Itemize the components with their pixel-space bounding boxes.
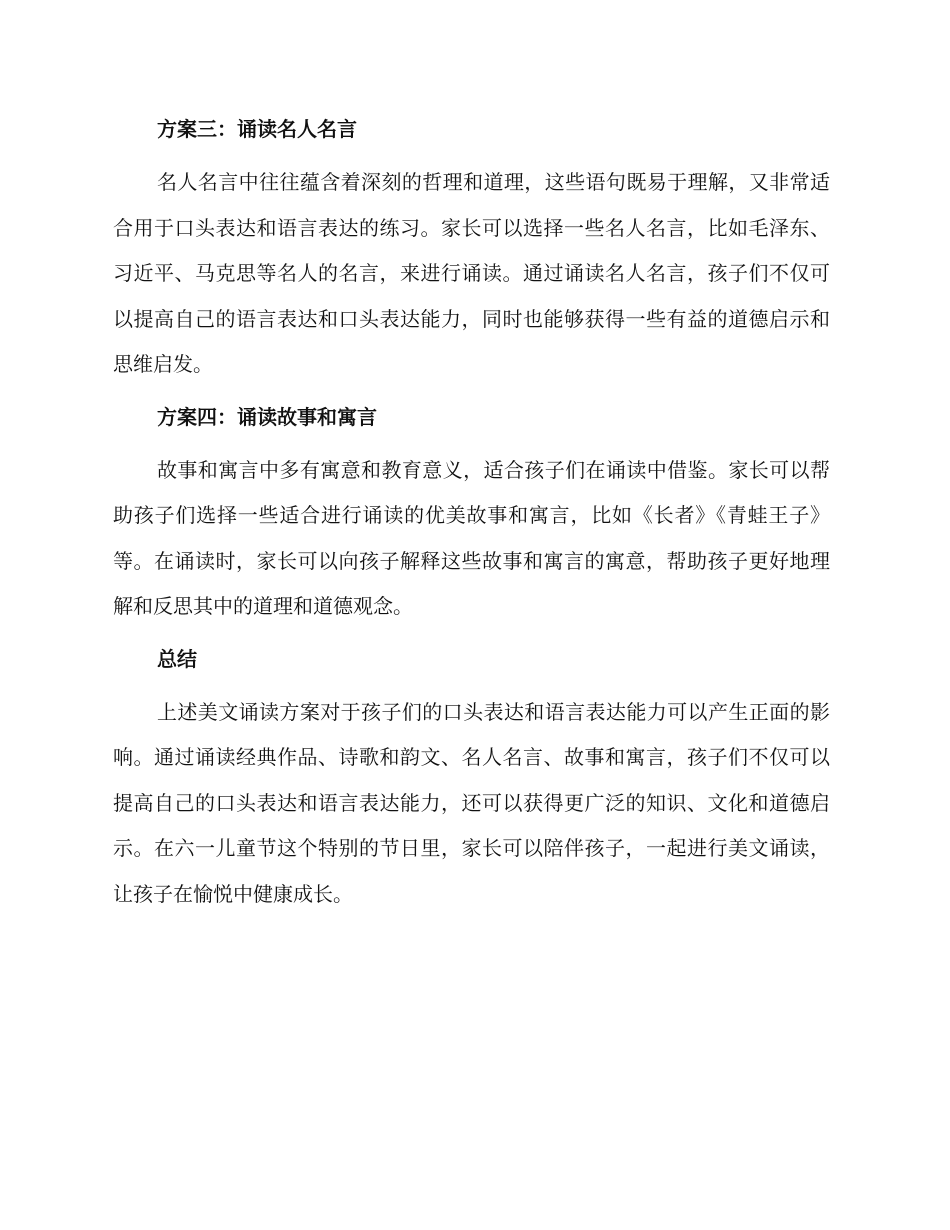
- section-plan-four: [113, 399, 830, 641]
- section-paragraph: 故事和寓言中多有寓意和教育意义，适合孩子们在诵读中借鉴。家长可以帮助孩子们选择一些适合进行诵读的优美故事和寓言，比如《长者》《青蛙王子》等。在诵读时，家长可以向孩子解释这些故事和寓言的寓意，帮助孩子更好地理解和反思其中的道理和道德观念。: [113, 457, 830, 618]
- section-heading: 方案四：诵读故事和寓言: [157, 404, 377, 429]
- section-summary: [113, 641, 830, 918]
- section-plan-three: [113, 111, 830, 399]
- section-heading: 总结: [157, 646, 197, 671]
- section-paragraph: 名人名言中往往蕴含着深刻的哲理和道理，这些语句既易于理解，又非常适合用于口头表达和语言表达的练习。家长可以选择一些名人名言，比如毛泽东、习近平、马克思等名人的名言，来进行诵读。通过诵读名人名言，孩子们不仅可以提高自己的语言表达和口头表达能力，同时也能够获得一些有益的道德启示和思维启发。: [113, 170, 830, 376]
- document-body: [113, 111, 830, 917]
- section-paragraph: 上述美文诵读方案对于孩子们的口头表达和语言表达能力可以产生正面的影响。通过诵读经典作品、诗歌和韵文、名人名言、故事和寓言，孩子们不仅可以提高自己的口头表达和语言表达能力，还可以获得更广泛的知识、文化和道德启示。在六一儿童节这个特别的节日里，家长可以陪伴孩子，一起进行美文诵读，让孩子在愉悦中健康成长。: [113, 699, 830, 906]
- section-heading: 方案三：诵读名人名言: [157, 117, 357, 141]
